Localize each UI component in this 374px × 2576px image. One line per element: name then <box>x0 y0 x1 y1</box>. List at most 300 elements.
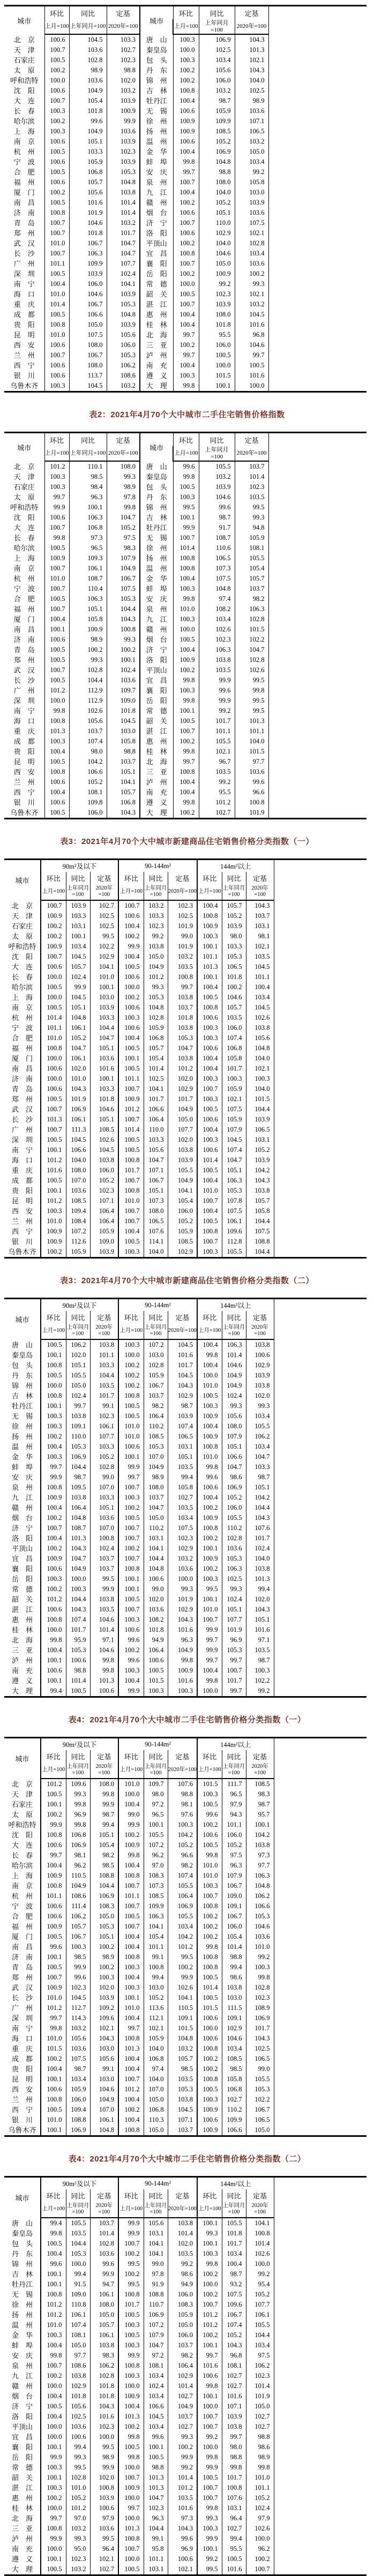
index-value: 97.5 <box>222 1850 246 1861</box>
index-value: 103.4 <box>66 2074 90 2084</box>
index-value: 100.8 <box>118 1155 144 1165</box>
index-value: 101.4 <box>90 1625 118 1635</box>
index-value: 104.7 <box>168 1043 197 1053</box>
row-spacer <box>274 2544 366 2554</box>
index-value: 100.6 <box>41 1084 66 1094</box>
index-value: 102.1 <box>235 289 268 299</box>
city-name: 锦 州 <box>11 1382 33 1390</box>
index-value: 99.2 <box>199 279 235 289</box>
index-value: 100.8 <box>90 2483 118 2493</box>
city-name: 包 头 <box>11 1361 33 1369</box>
index-value: 102.9 <box>246 1360 274 1370</box>
city-name: 广 州 <box>13 260 35 268</box>
row-spacer <box>268 492 366 502</box>
index-value: 107.4 <box>168 1871 197 1881</box>
index-value: 100.1 <box>41 2442 66 2452</box>
row-spacer <box>274 2473 366 2483</box>
index-value: 102.8 <box>235 655 268 665</box>
index-value: 102.3 <box>90 2422 118 2432</box>
city-name: 安 庆 <box>140 594 173 604</box>
index-value: 99.8 <box>197 1350 222 1360</box>
city-name: 广 州 <box>11 2004 33 2012</box>
index-value: 101.6 <box>246 1625 274 1635</box>
index-value: 91.7 <box>199 523 235 533</box>
index-value: 101.8 <box>69 228 107 238</box>
table-row <box>4 2033 366 2044</box>
table-row <box>4 320 366 330</box>
row-spacer <box>274 1104 366 1114</box>
index-value: 104.9 <box>66 1881 90 1891</box>
index-value: 100.9 <box>173 126 199 137</box>
index-value: 100.6 <box>66 1655 90 1666</box>
index-value: 100.5 <box>44 655 69 665</box>
index-value: 100.8 <box>168 972 197 982</box>
index-value: 99.8 <box>173 157 199 167</box>
row-spacer <box>274 1799 366 1810</box>
index-value: 100.2 <box>173 269 199 279</box>
index-value: 103.0 <box>90 992 118 1003</box>
index-value: 100.4 <box>197 1064 222 1074</box>
index-value: 104.5 <box>66 1135 90 1145</box>
row-spacer <box>268 513 366 523</box>
index-value: 100.3 <box>118 1983 144 1993</box>
index-value: 105.8 <box>222 1053 246 1064</box>
table-row <box>4 553 366 563</box>
index-value: 102.9 <box>168 1391 197 1401</box>
table-row <box>4 116 366 126</box>
index-value: 105.1 <box>66 1003 90 1013</box>
index-value: 107.2 <box>144 2320 168 2330</box>
index-value: 100.5 <box>118 1135 144 1145</box>
table-row <box>4 1962 366 1972</box>
index-value: 101.5 <box>197 1779 222 1789</box>
index-value: 98.5 <box>222 2064 246 2074</box>
city-name: 兰 州 <box>11 1217 33 1225</box>
index-value: 100.1 <box>118 1053 144 1064</box>
index-value: 103.7 <box>90 2218 118 2228</box>
index-value: 105.6 <box>107 330 140 340</box>
index-value: 101.8 <box>222 972 246 982</box>
index-value: 101.0 <box>41 1033 66 1043</box>
index-value: 104.3 <box>246 1513 274 1523</box>
index-value: 103.9 <box>107 137 140 147</box>
index-value: 99.0 <box>168 931 197 941</box>
index-value: 100.2 <box>222 982 246 992</box>
index-value: 100.2 <box>41 931 66 941</box>
table-row <box>4 34 366 45</box>
index-value: 100.3 <box>118 2320 144 2330</box>
header-base: 上年同月=100 <box>144 1762 168 1779</box>
index-value: 100.8 <box>222 2483 246 2493</box>
index-value: 104.1 <box>144 1543 168 1554</box>
index-value: 100.9 <box>118 1840 144 1850</box>
index-value: 103.0 <box>90 2044 118 2054</box>
index-value: 101.6 <box>222 2564 246 2575</box>
row-spacer <box>274 1594 366 1605</box>
city-name: 吉 林 <box>11 1392 33 1400</box>
index-value: 100.2 <box>41 1810 66 1820</box>
index-value: 100.4 <box>173 147 199 157</box>
index-value: 100.7 <box>118 1216 144 1226</box>
row-spacer <box>274 1513 366 1523</box>
row-spacer <box>274 1391 366 1401</box>
table-row <box>4 492 366 502</box>
index-value: 99.8 <box>222 2462 246 2473</box>
index-value: 102.7 <box>246 2412 274 2422</box>
index-value: 105.3 <box>66 2249 90 2259</box>
index-value: 109.7 <box>144 1779 168 1789</box>
index-value: 99.6 <box>168 2534 197 2544</box>
header-base: 上年同月=100 <box>199 446 235 461</box>
city-name: 哈尔滨 <box>11 1862 33 1870</box>
index-value: 99.3 <box>235 513 268 523</box>
index-value: 99.8 <box>66 1799 90 1810</box>
row-spacer <box>274 2300 366 2310</box>
index-value: 104.6 <box>90 2084 118 2095</box>
index-value: 106.4 <box>144 1411 168 1421</box>
index-value: 101.5 <box>235 624 268 635</box>
index-value: 101.6 <box>222 2391 246 2401</box>
city-name: 西 宁 <box>13 788 35 796</box>
table-row <box>4 1799 366 1810</box>
index-value: 100.8 <box>41 2524 66 2534</box>
index-value: 105.2 <box>222 1493 246 1503</box>
city-name: 天 津 <box>11 1790 33 1798</box>
index-value: 101.1 <box>197 952 222 962</box>
header-base: 上年同月=100 <box>222 1323 246 1339</box>
index-value: 100.6 <box>144 1574 168 1584</box>
header-metric: 定基 <box>246 1750 274 1762</box>
city-name: 泸 州 <box>140 350 173 360</box>
table-row <box>4 675 366 686</box>
city-name: 秦皇岛 <box>11 1351 33 1359</box>
index-value: 100.5 <box>197 1972 222 1983</box>
index-value: 101.3 <box>144 2483 168 2493</box>
index-value: 103.0 <box>107 726 140 736</box>
index-value: 103.2 <box>66 2564 90 2575</box>
index-value: 106.0 <box>69 279 107 289</box>
header-base: 上年同月=100 <box>144 884 168 900</box>
index-value: 100.5 <box>118 1411 144 1421</box>
index-value: 105.9 <box>222 1084 246 1094</box>
row-spacer <box>274 1472 366 1482</box>
index-value: 100.2 <box>197 1922 222 1932</box>
city-name: 深 圳 <box>11 1136 33 1144</box>
table-row <box>4 1655 366 1666</box>
index-value: 97.9 <box>90 2513 118 2524</box>
index-value: 101.5 <box>197 2003 222 2013</box>
index-value: 97.5 <box>107 533 140 543</box>
city-name: 蚌 埠 <box>140 157 173 167</box>
index-value: 106.8 <box>144 2105 168 2115</box>
city-name: 武 汉 <box>11 1984 33 1992</box>
city-name: 呼和浩特 <box>10 503 39 511</box>
table-row <box>4 167 366 177</box>
index-value: 107.2 <box>144 1339 168 1350</box>
index-value: 99.4 <box>41 1686 66 1697</box>
index-value: 100.2 <box>118 1360 144 1370</box>
index-value: 104.2 <box>246 1165 274 1176</box>
index-value: 103.5 <box>168 962 197 972</box>
table-row <box>4 931 366 941</box>
index-value: 99.1 <box>144 2534 168 2544</box>
index-value: 108.1 <box>66 2330 90 2340</box>
index-value: 100.2 <box>41 1513 66 1523</box>
index-value: 100.0 <box>90 2432 118 2442</box>
index-value: 104.9 <box>168 2401 197 2412</box>
index-value: 106.7 <box>222 1911 246 1922</box>
index-value: 99.1 <box>90 2064 118 2074</box>
index-value: 105.9 <box>168 1226 197 1237</box>
table-row <box>4 299 366 310</box>
table-row <box>4 310 366 320</box>
index-value: 100.7 <box>118 1922 144 1932</box>
city-name: 无 锡 <box>140 533 173 543</box>
row-spacer <box>274 2279 366 2289</box>
index-value: 105.9 <box>199 106 235 116</box>
index-value: 105.0 <box>168 2320 197 2330</box>
table-body <box>4 1779 366 2136</box>
row-spacer <box>274 1135 366 1145</box>
index-value: 106.8 <box>66 1830 90 1840</box>
index-value: 99.7 <box>222 2432 246 2442</box>
city-name: 银 川 <box>11 1238 33 1246</box>
section-table3a <box>0 835 374 1259</box>
table-row <box>4 1911 366 1922</box>
header-base: 上年同月=100 <box>222 884 246 900</box>
row-spacer <box>274 911 366 921</box>
city-name: 杭 州 <box>11 1014 33 1022</box>
index-value: 101.5 <box>246 1094 274 1104</box>
table-row <box>4 2074 366 2084</box>
index-value: 101.7 <box>168 1094 197 1104</box>
table-row <box>4 2259 366 2269</box>
index-value: 101.7 <box>222 1676 246 1686</box>
index-value: 100.7 <box>118 1554 144 1564</box>
index-value: 106.6 <box>246 1901 274 1911</box>
header-base: 上年同月=100 <box>199 19 235 34</box>
index-value: 103.3 <box>144 911 168 921</box>
index-value: 98.5 <box>168 2064 197 2074</box>
header-spacer <box>274 860 366 901</box>
header-metric: 定基 <box>107 433 140 447</box>
city-name: 蚌 埠 <box>11 2341 33 2349</box>
header-metric: 同比 <box>144 1311 168 1323</box>
city-name: 成 都 <box>11 1177 33 1185</box>
city-name: 泸 州 <box>140 777 173 787</box>
city-name: 石家庄 <box>13 483 35 491</box>
index-value: 105.7 <box>235 574 268 584</box>
index-value: 101.4 <box>173 543 199 553</box>
index-value: 102.3 <box>107 147 140 157</box>
table-row <box>4 2115 366 2125</box>
index-value: 100.2 <box>197 2064 222 2074</box>
index-value: 102.0 <box>168 1135 197 1145</box>
index-value: 99.7 <box>173 757 199 767</box>
index-value: 100.3 <box>118 2371 144 2381</box>
table-row <box>4 594 366 604</box>
index-value: 99.8 <box>197 2381 222 2391</box>
row-spacer <box>274 2330 366 2340</box>
index-value: 104.5 <box>66 992 90 1003</box>
table-row <box>4 1135 366 1145</box>
table-row <box>4 2320 366 2330</box>
index-value: 103.4 <box>199 55 235 65</box>
table-row <box>4 2432 366 2442</box>
index-value: 101.0 <box>246 2473 274 2483</box>
city-name: 西 宁 <box>11 1227 33 1236</box>
city-name: 秦皇岛 <box>140 472 173 482</box>
header-base: 上月=100 <box>197 1323 222 1339</box>
city-name: 温 州 <box>11 1443 33 1451</box>
city-name: 重 庆 <box>11 2045 33 2053</box>
index-value: 100.4 <box>41 1533 66 1543</box>
index-value: 100.3 <box>197 1074 222 1084</box>
table-row <box>4 381 366 392</box>
index-value: 99.8 <box>197 2452 222 2462</box>
index-value: 101.0 <box>197 1871 222 1881</box>
city-name: 北 京 <box>11 901 33 910</box>
index-value: 99.9 <box>118 1686 144 1697</box>
index-value: 97.8 <box>107 492 140 502</box>
index-value: 100.6 <box>44 340 69 350</box>
header-base: 上月=100 <box>44 446 69 461</box>
index-value: 106.4 <box>90 1206 118 1216</box>
header-base: 2020年=100 <box>235 446 268 461</box>
city-name: 大 连 <box>13 524 35 532</box>
row-spacer <box>268 157 366 167</box>
index-value: 100.5 <box>197 2473 222 2483</box>
row-spacer <box>268 686 366 696</box>
table-row <box>4 1533 366 1543</box>
index-value: 104.8 <box>66 1513 90 1523</box>
table-row <box>4 900 366 911</box>
index-value: 100.9 <box>168 1666 197 1676</box>
index-value: 99.6 <box>199 686 235 696</box>
table-row <box>4 972 366 982</box>
table-row <box>4 2003 366 2013</box>
index-value: 103.7 <box>168 2125 197 2136</box>
row-spacer <box>268 624 366 635</box>
index-value: 105.0 <box>144 1513 168 1523</box>
index-value: 100.3 <box>41 1421 66 1432</box>
index-value: 98.8 <box>222 1952 246 1962</box>
index-value: 100.6 <box>44 635 69 645</box>
index-value: 100.6 <box>44 86 69 96</box>
index-value: 101.7 <box>66 1625 90 1635</box>
index-value: 99.7 <box>41 1850 66 1861</box>
index-value: 102.2 <box>246 1676 274 1686</box>
index-value: 100.5 <box>118 1043 144 1053</box>
index-value: 101.0 <box>41 2320 66 2330</box>
header-spacer <box>274 2177 366 2218</box>
index-value: 100.4 <box>222 2259 246 2269</box>
table-row <box>4 340 366 350</box>
index-value: 107.4 <box>222 1145 246 1155</box>
index-value: 100.0 <box>118 2554 144 2564</box>
index-value: 105.6 <box>222 1411 246 1421</box>
index-value: 100.8 <box>41 2289 66 2300</box>
index-value: 101.5 <box>144 1676 168 1686</box>
index-value: 97.1 <box>246 1635 274 1645</box>
index-value: 100.3 <box>197 1247 222 1258</box>
table-row <box>4 1013 366 1023</box>
city-name: 西 宁 <box>11 2106 33 2114</box>
index-value: 101.3 <box>235 45 268 55</box>
index-value: 100.2 <box>118 992 144 1003</box>
city-name: 扬 州 <box>11 1433 33 1441</box>
index-value: 100.5 <box>118 2564 144 2575</box>
city-name: 沈 阳 <box>13 514 35 522</box>
index-value: 99.5 <box>235 502 268 513</box>
header-spacer <box>268 6 366 35</box>
index-value: 102.8 <box>222 1533 246 1543</box>
index-value: 98.1 <box>168 1799 197 1810</box>
index-value: 106.2 <box>246 1891 274 1901</box>
index-value: 103.5 <box>235 492 268 502</box>
index-value: 103.4 <box>246 1411 274 1421</box>
index-value: 100.9 <box>173 116 199 126</box>
table-row <box>4 2401 366 2412</box>
index-value: 103.4 <box>144 2371 168 2381</box>
index-value: 107.0 <box>90 2105 118 2115</box>
city-name: 厦 门 <box>13 189 35 197</box>
index-value: 100.2 <box>197 2054 222 2064</box>
index-value: 108.5 <box>144 1891 168 1901</box>
index-value: 99.3 <box>144 982 168 992</box>
index-value: 100.6 <box>118 1003 144 1013</box>
section-table1 <box>0 5 374 393</box>
table-row <box>4 350 366 360</box>
index-value: 103.2 <box>107 86 140 96</box>
index-value: 109.6 <box>222 1226 246 1237</box>
index-value: 103.4 <box>222 2044 246 2054</box>
index-value: 99.8 <box>197 1676 222 1686</box>
index-value: 100.2 <box>107 645 140 655</box>
index-value: 104.9 <box>69 126 107 137</box>
index-value: 100.1 <box>44 624 69 635</box>
index-value: 110.0 <box>66 1432 90 1442</box>
header-base: 上月=100 <box>173 446 199 461</box>
city-name: 宜 昌 <box>11 1555 33 1563</box>
row-spacer <box>274 2125 366 2136</box>
row-spacer <box>274 2401 366 2412</box>
index-value: 107.5 <box>235 218 268 228</box>
city-name: 吉 林 <box>140 86 173 96</box>
row-spacer <box>274 2391 366 2401</box>
index-value: 100.8 <box>118 2534 144 2544</box>
header-metric: 环比 <box>118 1750 144 1762</box>
index-value: 110.2 <box>144 1523 168 1533</box>
index-value: 97.9 <box>222 1799 246 1810</box>
index-value: 98.1 <box>246 931 274 941</box>
index-value: 104.6 <box>199 248 235 259</box>
city-name: 乌鲁木齐 <box>10 809 39 817</box>
index-value: 100.5 <box>41 1094 66 1104</box>
index-value: 107.6 <box>246 1523 274 1533</box>
index-value: 99.7 <box>118 1472 144 1482</box>
index-value: 108.0 <box>69 340 107 350</box>
index-value: 97.7 <box>235 757 268 767</box>
header-size-group: 90m²及以下 <box>41 1738 118 1751</box>
index-value: 101.5 <box>168 2023 197 2033</box>
city-name: 青 岛 <box>13 646 35 654</box>
index-value: 101.4 <box>144 1064 168 1074</box>
index-value: 100.0 <box>118 2462 144 2473</box>
index-value: 100.3 <box>41 2462 66 2473</box>
header-base: 2020年=100 <box>107 19 140 34</box>
index-value: 99.9 <box>90 1799 118 1810</box>
